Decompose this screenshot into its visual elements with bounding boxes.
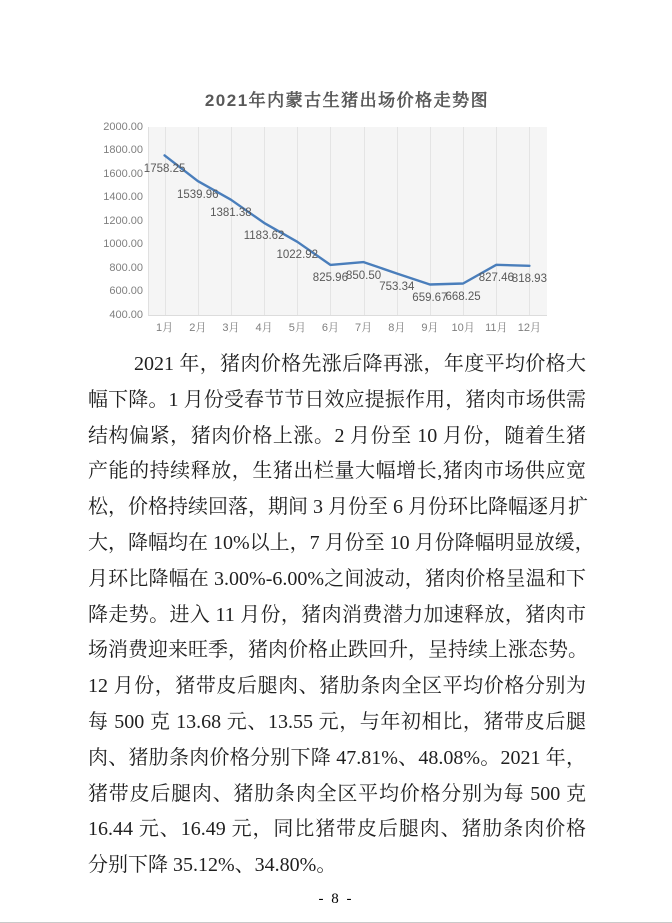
paragraph-line: 产能的持续释放，生猪出栏量大幅增长,猪肉市场供应宽 (88, 460, 586, 483)
page-number: - 8 - (318, 891, 354, 907)
paragraph-line: 肉、猪肋条肉价格分别下降 47.81%、48.08%。2021 年， (88, 746, 586, 769)
chart-x-tick-label: 1月 (156, 322, 174, 334)
chart-x-tick-label: 8月 (388, 322, 406, 334)
chart-x-tick-label: 2月 (189, 322, 207, 334)
chart-y-tick-label: 800.00 (109, 261, 143, 274)
chart-x-tick-label: 10月 (451, 322, 475, 334)
chart-data-label: 753.34 (379, 281, 415, 293)
chart-x-tick-label: 6月 (321, 322, 339, 334)
chart-y-tick-label: 1200.00 (103, 214, 143, 227)
chart-x-tick-label: 9月 (421, 322, 439, 334)
chart-line-series (0, 0, 672, 345)
chart-x-tick-label: 11月 (485, 322, 508, 334)
chart-data-label: 850.50 (346, 269, 382, 282)
chart-data-label: 1758.25 (143, 162, 186, 175)
paragraph-line: 分别下降 35.12%、34.80%。 (88, 854, 337, 877)
chart-x-tick-label: 3月 (222, 322, 240, 334)
body-paragraph (88, 347, 595, 884)
chart-data-label: 1539.96 (177, 188, 219, 201)
chart-data-label: 818.93 (511, 273, 547, 286)
paragraph-line: 月环比降幅在 3.00%-6.00%之间波动，猪肉价格呈温和下 (88, 567, 586, 590)
paragraph-line: 16.44 元、16.49 元，同比猪带皮后腿肉、猪肋条肉价格 (88, 818, 586, 841)
chart-y-tick-label: 1800.00 (103, 144, 143, 156)
chart-data-label: 825.96 (312, 272, 348, 285)
chart-y-tick-label: 1000.00 (103, 238, 143, 250)
chart-data-label: 1022.92 (276, 249, 319, 262)
chart-data-label: 668.25 (445, 291, 481, 303)
chart-x-tick-label: 7月 (355, 322, 373, 334)
paragraph-line: 12 月份，猪带皮后腿肉、猪肋条肉全区平均价格分别为 (88, 675, 586, 698)
chart-y-tick-label: 400.00 (109, 308, 143, 321)
paragraph-line: 幅下降。1 月份受春节节日效应提振作用，猪肉市场供需 (88, 388, 586, 411)
paragraph-line: 大，降幅均在 10%以上，7 月份至 10 月份降幅明显放缓， (88, 531, 595, 554)
paragraph-line: 降走势。进入 11 月份，猪肉消费潜力加速释放，猪肉市 (88, 603, 586, 626)
paragraph-line: 松，价格持续回落，期间 3 月份至 6 月份环比降幅逐月扩 (88, 496, 588, 519)
chart-y-tick-label: 1600.00 (103, 167, 143, 180)
chart-data-label: 1183.62 (243, 230, 285, 243)
chart-title: 2021年内蒙古生猪出场价格走势图 (204, 91, 490, 110)
paragraph-line: 结构偏紧，猪肉价格上涨。2 月份至 10 月份，随着生猪 (88, 424, 586, 447)
chart-data-label: 659.67 (412, 292, 448, 304)
chart-y-tick-label: 2000.00 (103, 120, 143, 133)
chart-data-label: 827.46 (478, 272, 514, 285)
paragraph-line: 2021 年，猪肉价格先涨后降再涨，年度平均价格大 (134, 353, 586, 375)
price-trend-line-chart (0, 0, 672, 345)
chart-data-label: 1381.38 (210, 207, 252, 220)
chart-y-tick-label: 600.00 (109, 285, 143, 297)
chart-x-tick-label: 5月 (288, 322, 306, 334)
chart-y-tick-label: 1400.00 (103, 191, 143, 203)
paragraph-line: 猪带皮后腿肉、猪肋条肉全区平均价格分别为每 500 克 (88, 782, 586, 805)
paragraph-line: 每 500 克 13.68 元、13.55 元，与年初相比，猪带皮后腿 (88, 710, 586, 733)
paragraph-line: 场消费迎来旺季，猪肉价格止跌回升，呈持续上涨态势。 (88, 639, 588, 662)
chart-x-tick-label: 4月 (255, 322, 273, 334)
chart-x-tick-label: 12月 (517, 322, 542, 334)
